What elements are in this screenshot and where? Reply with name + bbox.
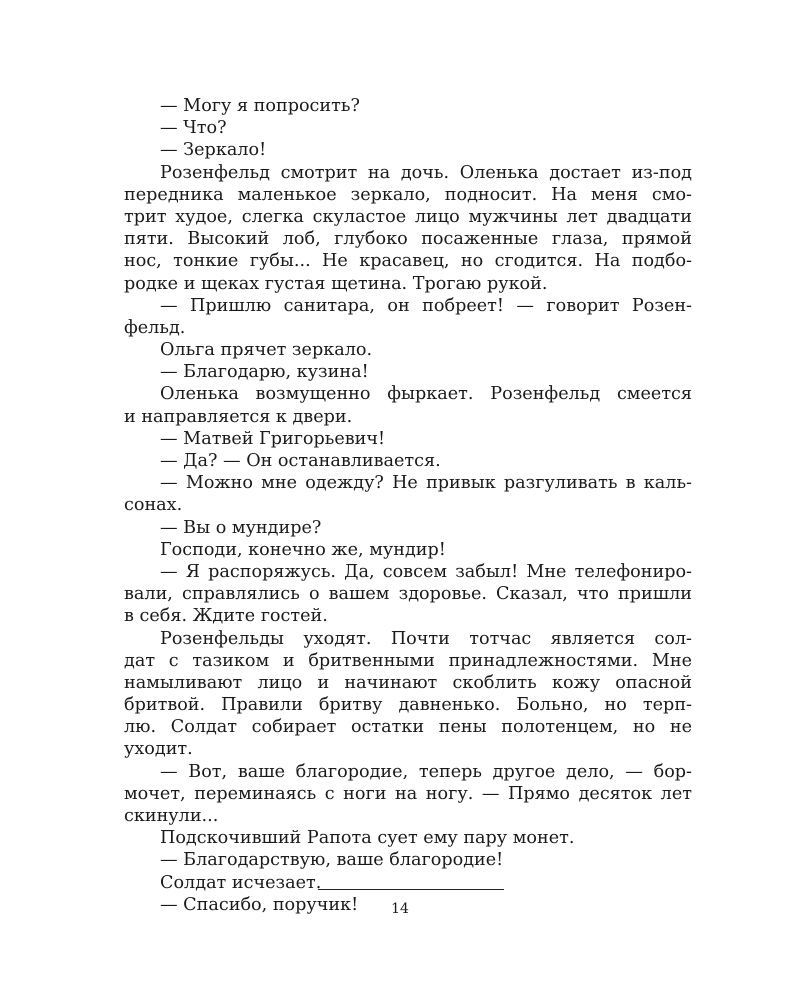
text-line: — Могу я попросить? xyxy=(160,96,360,116)
text-line: дат с тазиком и бритвенными принадлежностями. Мне xyxy=(124,650,692,671)
text-line: вали, справлялись о вашем здоровье. Сказал, что пришли xyxy=(124,584,692,605)
text-line: Оленька возмущенно фыркает. Розенфельд смеется xyxy=(160,384,692,405)
text-line: лю. Солдат собирает остатки пены полотенцем, но не xyxy=(124,717,692,738)
text-line: — Вы о мундире? xyxy=(160,517,322,538)
text-line: Подскочивший Рапота сует ему пару монет. xyxy=(160,828,575,849)
text-line: — Да? — Он останавливается. xyxy=(160,451,441,471)
text-line: Розенфельд смотрит на дочь. Оленька достает из-под xyxy=(160,162,692,183)
text-line: фельд. xyxy=(124,317,186,338)
text-line: Господи, конечно же, мундир! xyxy=(160,539,446,560)
text-line: — Что? xyxy=(160,118,227,139)
body-text xyxy=(124,95,692,916)
footer-rule xyxy=(318,889,504,890)
text-line: — Можно мне одежду? Не привык разгуливать в каль- xyxy=(160,473,692,494)
text-line: родке и щеках густая щетина. Трогаю рукой. xyxy=(124,273,548,294)
text-line: — Зеркало! xyxy=(160,140,267,161)
text-line: сонах. xyxy=(124,495,183,516)
text-line: — Вот, ваше благородие, теперь другое дело, — бор- xyxy=(160,761,692,782)
text-line: намыливают лицо и начинают скоблить кожу опасной xyxy=(124,672,692,693)
text-line: мочет, переминаясь с ноги на ногу. — Прямо десяток лет xyxy=(124,783,692,804)
text-line: скинули... xyxy=(124,806,219,826)
text-line: Ольга прячет зеркало. xyxy=(160,340,373,361)
text-line: в себя. Ждите гостей. xyxy=(124,606,328,627)
text-line: передника маленькое зеркало, подносит. На меня смо- xyxy=(124,184,692,205)
text-line: бритвой. Правили бритву давненько. Больно, но терп- xyxy=(124,695,692,716)
text-line: — Я распоряжусь. Да, совсем забыл! Мне телефониро- xyxy=(160,561,692,582)
text-line: — Матвей Григорьевич! xyxy=(160,428,386,449)
text-line: — Благодарствую, ваше благородие! xyxy=(160,850,504,871)
text-line: Солдат исчезает. xyxy=(160,872,322,893)
text-line: пяти. Высокий лоб, глубоко посаженные глаза, прямой xyxy=(124,229,692,250)
page-number: 14 xyxy=(391,901,409,917)
text-line: уходит. xyxy=(124,739,193,760)
text-line: нос, тонкие губы... Не красавец, но сгодится. На подбо- xyxy=(124,251,692,272)
text-line: трит худое, слегка скуластое лицо мужчины лет двадцати xyxy=(124,206,692,227)
text-line: и направляется к двери. xyxy=(124,406,353,427)
text-line: — Благодарю, кузина! xyxy=(160,362,369,383)
text-line: Розенфельды уходят. Почти тотчас является сол- xyxy=(160,628,692,649)
text-line: — Спасибо, поручик! xyxy=(160,894,359,915)
text-line: — Пришлю санитара, он побреет! — говорит Розен- xyxy=(160,295,692,316)
